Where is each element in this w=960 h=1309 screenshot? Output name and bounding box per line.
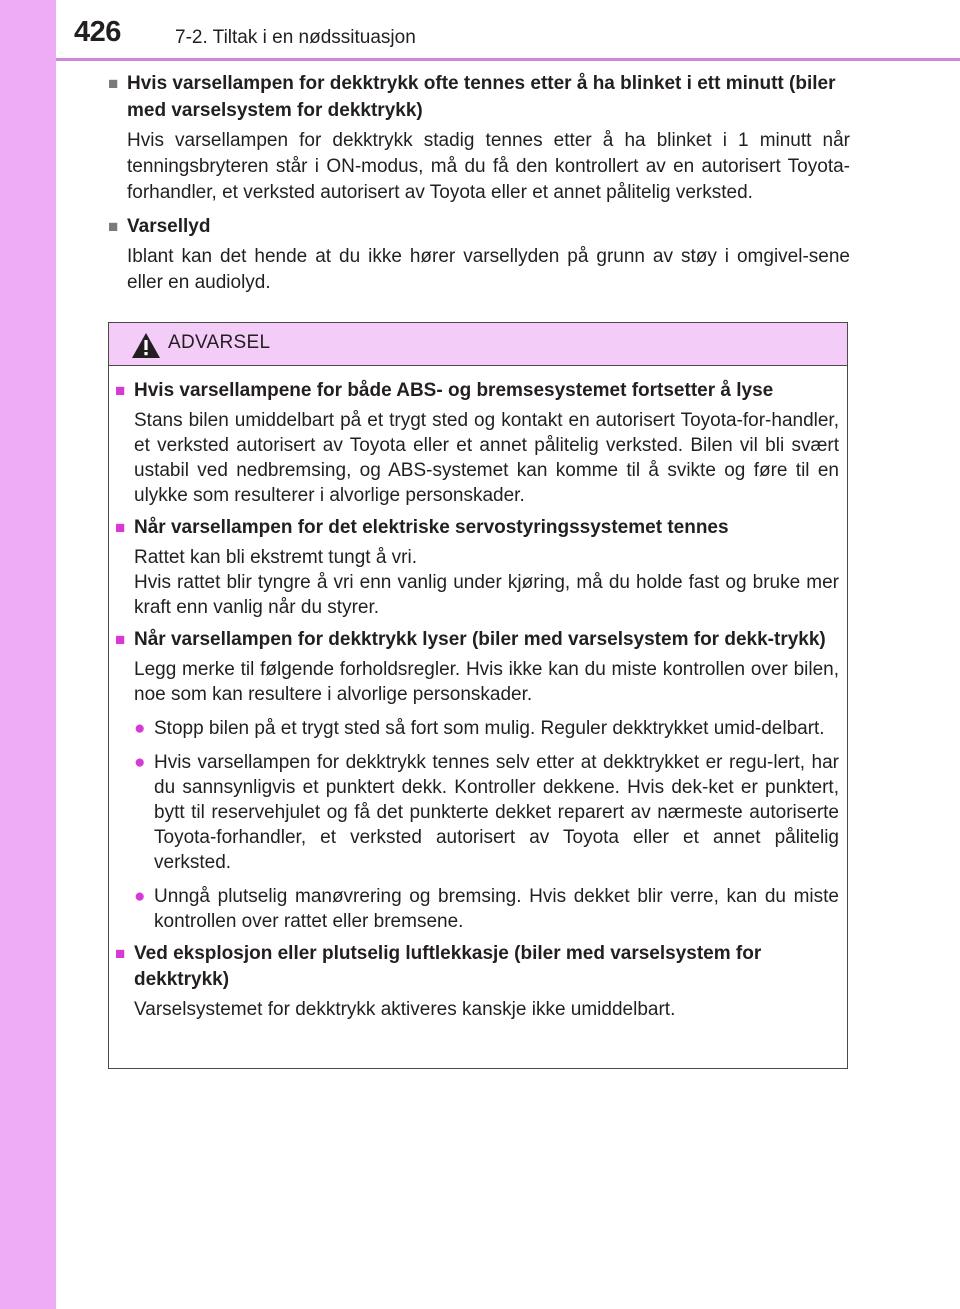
warning-item-body xyxy=(134,545,839,620)
square-bullet-icon: ■ xyxy=(115,630,126,649)
section-heading-text: Hvis varsellampen for dekktrykk ofte tennes etter å ha blinket i ett minutt (biler med varselsystem for dekktrykk) xyxy=(127,73,836,121)
warning-item-heading xyxy=(115,378,839,404)
list-item xyxy=(134,750,839,875)
warning-triangle-icon xyxy=(131,332,161,359)
sidebar-tab xyxy=(0,0,56,58)
warning-item-heading-text: Når varsellampen for dekktrykk lyser (biler med varselsystem for dekk-trykk) xyxy=(134,629,826,650)
section-heading xyxy=(108,70,850,124)
warning-item-body: Varselsystemet for dekktrykk aktiveres kanskje ikke umiddelbart. xyxy=(134,999,676,1020)
warning-item-body-line: Rattet kan bli ekstremt tungt å vri. xyxy=(134,547,418,568)
page-sidebar xyxy=(0,0,56,1309)
warning-item-body-line: Hvis rattet blir tyngre å vri enn vanlig under kjøring, må du holde fast og bruke mer kraft enn vanlig når du styrer. xyxy=(134,572,839,618)
circle-bullet-icon: ● xyxy=(134,886,146,907)
circle-bullet-icon: ● xyxy=(134,752,146,773)
section-heading-text: Varsellyd xyxy=(127,216,211,237)
section-body: Hvis varsellampen for dekktrykk stadig tennes etter å ha blinket i 1 minutt når tenningsbryteren står i ON-modus, må du få den kontrollert av en autorisert Toyota-forhandler, et verksted autorisert av Toyota eller et annet pålitelig verksted. xyxy=(127,130,850,203)
warning-item-heading-text: Hvis varsellampene for både ABS- og bremsesystemet fortsetter å lyse xyxy=(134,380,774,401)
list-item xyxy=(134,716,839,741)
header-rule xyxy=(56,58,960,61)
circle-bullet-icon: ● xyxy=(134,718,146,739)
page-number: 426 xyxy=(74,16,121,48)
chapter-title: 7-2. Tiltak i en nødssituasjon xyxy=(175,27,416,48)
warning-header xyxy=(109,323,847,366)
warning-body xyxy=(109,366,847,1022)
square-bullet-icon: ■ xyxy=(115,381,126,400)
warning-item-heading-text: Ved eksplosjon eller plutselig luftlekkasje (biler med varselsystem for dekktrykk) xyxy=(134,943,762,990)
warning-title: ADVARSEL xyxy=(168,332,271,353)
warning-box xyxy=(108,322,848,1069)
warning-item-body: Legg merke til følgende forholdsregler. Hvis ikke kan du miste kontrollen over bilen, noe som kan resultere i alvorlige personskader. xyxy=(134,659,839,705)
square-bullet-icon: ■ xyxy=(108,74,119,93)
square-bullet-icon: ■ xyxy=(115,518,126,537)
list-item-text: Unngå plutselig manøvrering og bremsing. Hvis dekket blir verre, kan du miste kontrollen over rattet eller bremsene. xyxy=(154,886,839,932)
section-body: Iblant kan det hende at du ikke hører varsellyden på grunn av støy i omgivel-sene eller en audiolyd. xyxy=(127,246,850,293)
page-header xyxy=(0,0,960,58)
warning-item-body: Stans bilen umiddelbart på et trygt sted og kontakt en autorisert Toyota-for-handler, et verksted autorisert av Toyota eller et annet pålitelig verksted. Bilen vil bli svært ustabil ved nedbremsing, og ABS-systemet kan komme til å svikte og føre til en ulykke som resulterer i alvorlige personskader. xyxy=(134,410,839,506)
list-item-text: Hvis varsellampen for dekktrykk tennes selv etter at dekktrykket er regu-lert, har du sannsynligvis et punktert dekk. Kontroller dekkene. Hvis dek-ket er punktert, bytt til reservehjulet og få det punkterte dekket reparert av nærmeste autoriserte Toyota-forhandler, et verksted autorisert av Toyota eller et annet pålitelig verksted. xyxy=(154,752,839,873)
square-bullet-icon: ■ xyxy=(108,217,119,236)
list-item xyxy=(134,884,839,934)
warning-item-heading xyxy=(115,515,839,541)
warning-item-heading xyxy=(115,627,839,653)
warning-item-heading xyxy=(115,941,839,993)
warning-item-heading-text: Når varsellampen for det elektriske servostyringssystemet tennes xyxy=(134,517,729,538)
square-bullet-icon: ■ xyxy=(115,944,126,963)
main-content xyxy=(108,70,850,296)
section-heading xyxy=(108,213,850,240)
list-item-text: Stopp bilen på et trygt sted så fort som mulig. Reguler dekktrykket umid-delbart. xyxy=(154,718,825,739)
